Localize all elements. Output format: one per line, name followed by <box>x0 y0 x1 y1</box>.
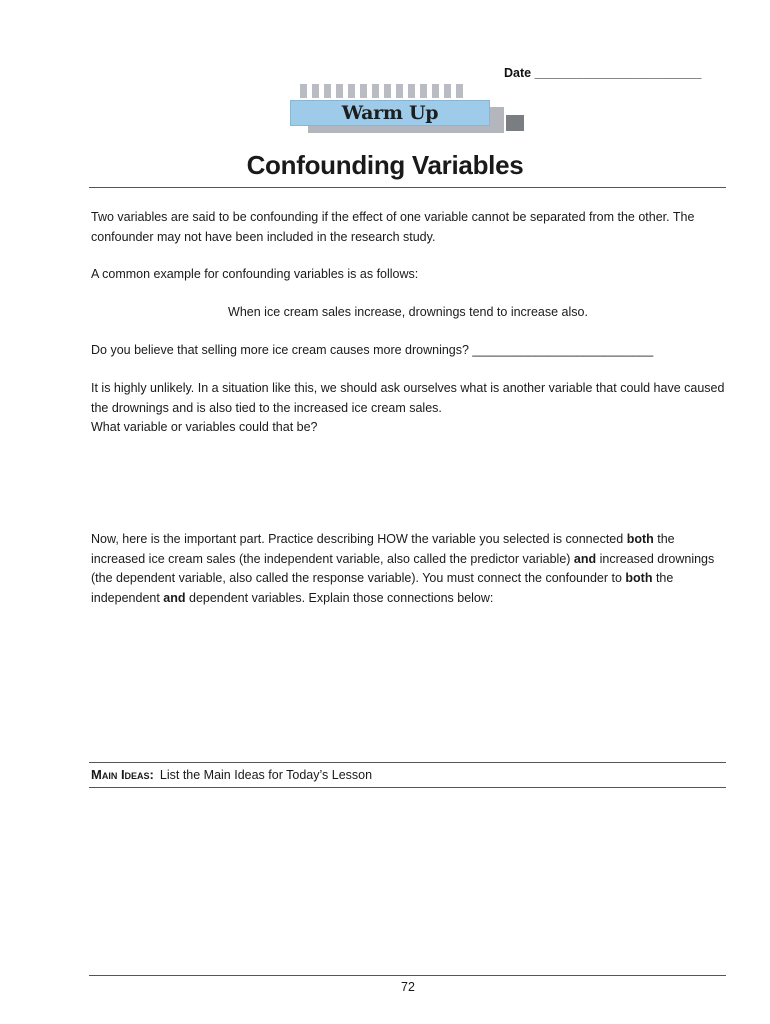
footer-rule <box>89 975 726 976</box>
explanation-paragraph <box>91 379 731 438</box>
example-intro: A common example for confounding variables is as follows: <box>91 267 419 281</box>
date-field: Date ________________________ <box>504 66 702 80</box>
banner-square-decoration <box>506 115 524 131</box>
emphasis-both: both <box>625 571 653 585</box>
instruction-text: the increased ice cream sales (the independent variable, also called the predictor variable) <box>91 532 675 566</box>
main-ideas-bottom-rule <box>89 787 726 788</box>
page-number: 72 <box>401 980 415 994</box>
title-divider <box>89 187 726 188</box>
question-line: Do you believe that selling more ice cream causes more drownings? __________________________ <box>91 343 654 357</box>
explanation-question: What variable or variables could that be? <box>91 420 318 434</box>
warm-up-banner <box>288 84 528 134</box>
main-ideas-label: Main Ideas: <box>91 767 154 782</box>
emphasis-and: and <box>163 590 186 605</box>
instruction-paragraph <box>91 530 731 608</box>
example-statement: When ice cream sales increase, drownings tend to increase also. <box>228 305 588 319</box>
instruction-text: the independent <box>91 571 674 605</box>
main-ideas-heading <box>91 767 372 782</box>
definition-paragraph: Two variables are said to be confounding if the effect of one variable cannot be separated from the other. The confounder may not have been included in the research study. <box>91 210 695 244</box>
page-title: Confounding Variables <box>246 150 524 180</box>
instruction-text: dependent variables. Explain those connections below: <box>185 590 494 605</box>
main-ideas-text: List the Main Ideas for Today’s Lesson <box>159 768 373 782</box>
instruction-text: Now, here is the important part. Practice describing HOW the variable you selected is connected <box>91 532 627 546</box>
banner-tabs <box>300 84 478 100</box>
instruction-text: increased drownings (the dependent variable, also called the response variable). You must connect the confounder to <box>91 551 715 585</box>
main-ideas-top-rule <box>89 762 726 763</box>
banner-label: Warm Up <box>290 100 490 126</box>
emphasis-and: and <box>573 551 597 566</box>
explanation-text: It is highly unlikely. In a situation like this, we should ask ourselves what is another variable that could have caused the drownings and is also tied to the increased ice cream sales. <box>91 381 725 415</box>
emphasis-both: both <box>626 532 654 546</box>
